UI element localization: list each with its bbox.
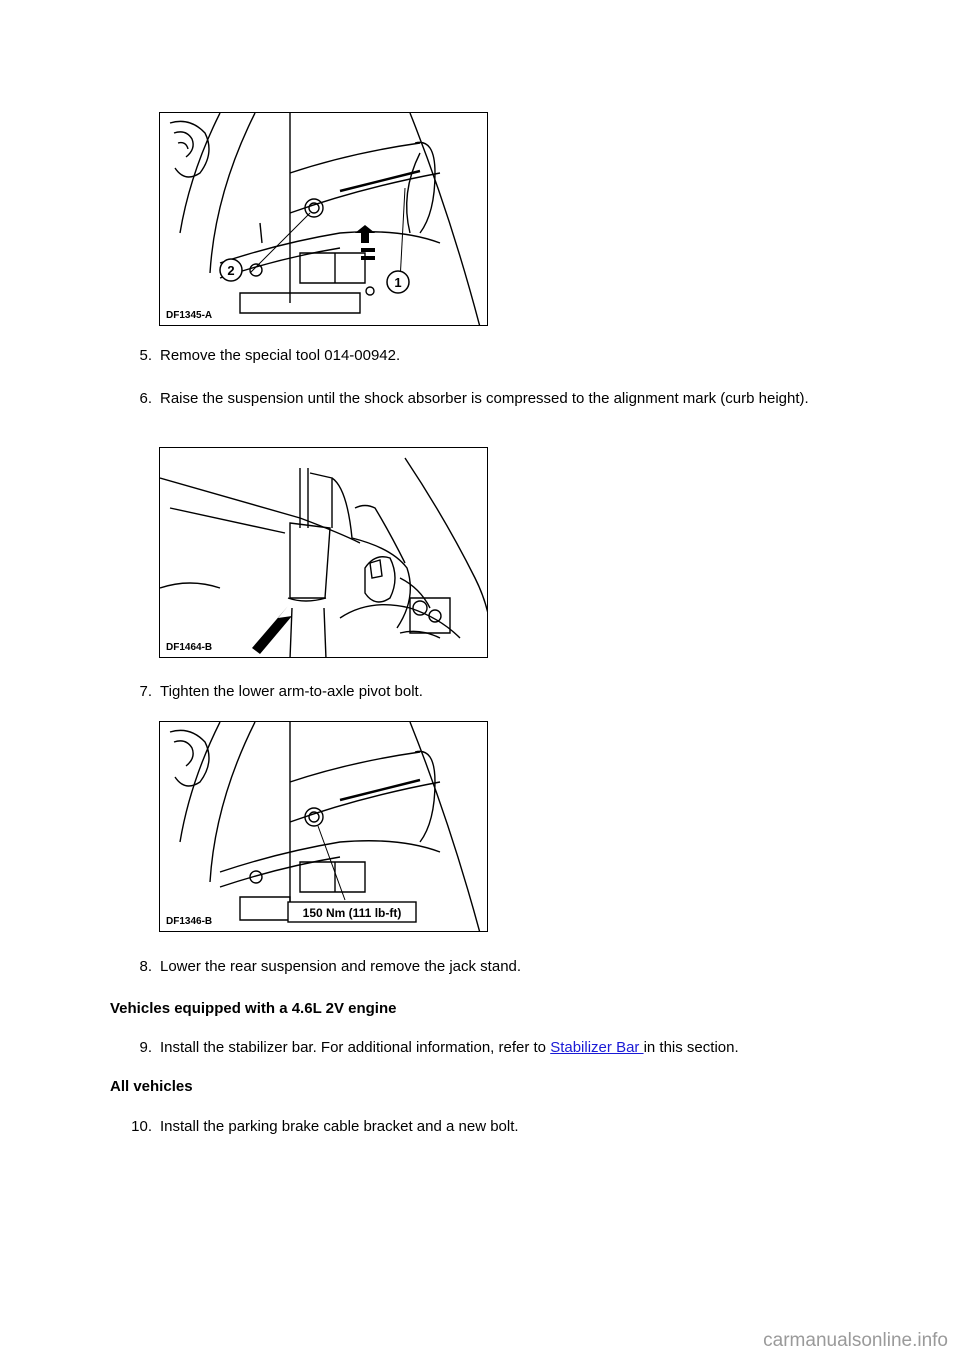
step-text-before: Install the stabilizer bar. For additional information, refer to [160, 1039, 551, 1056]
suspension-illustration [160, 113, 488, 326]
step-number: 5. [139, 347, 152, 364]
step-text [160, 1039, 820, 1057]
figure-id: DF1464-B [166, 642, 213, 653]
step-text-after: in this section. [643, 1039, 739, 1056]
figure-id: DF1345-A [166, 310, 213, 321]
step-number: 9. [139, 1039, 152, 1056]
figure-df1464b [159, 447, 488, 658]
section-heading-engine: Vehicles equipped with a 4.6L 2V engine [110, 1000, 397, 1017]
shock-absorber-illustration [160, 448, 488, 658]
watermark: carmanualsonline.info [763, 1330, 948, 1351]
step-number: 10. [131, 1118, 152, 1135]
pivot-bolt-illustration [160, 722, 488, 932]
step-text: Remove the special tool 014-00942. [160, 347, 401, 364]
figure-df1345a [159, 112, 488, 326]
step-text: Install the parking brake cable bracket and a new bolt. [160, 1118, 519, 1135]
figure-id: DF1346-B [166, 916, 213, 927]
step-text: Raise the suspension until the shock absorber is compressed to the alignment mark (curb height). [160, 390, 809, 407]
figure-df1346b [159, 721, 488, 932]
step-text: Tighten the lower arm-to-axle pivot bolt. [160, 683, 423, 700]
step-number: 7. [139, 683, 152, 700]
step-number: 8. [139, 958, 152, 975]
step-number: 6. [139, 390, 152, 407]
torque-label: 150 Nm (111 lb-ft) [302, 906, 402, 920]
callout-2: 2 [227, 263, 235, 278]
step-text: Lower the rear suspension and remove the jack stand. [160, 958, 522, 975]
callout-1: 1 [394, 275, 402, 290]
stabilizer-bar-link[interactable]: Stabilizer Bar [550, 1039, 644, 1056]
section-heading-all: All vehicles [110, 1078, 193, 1095]
